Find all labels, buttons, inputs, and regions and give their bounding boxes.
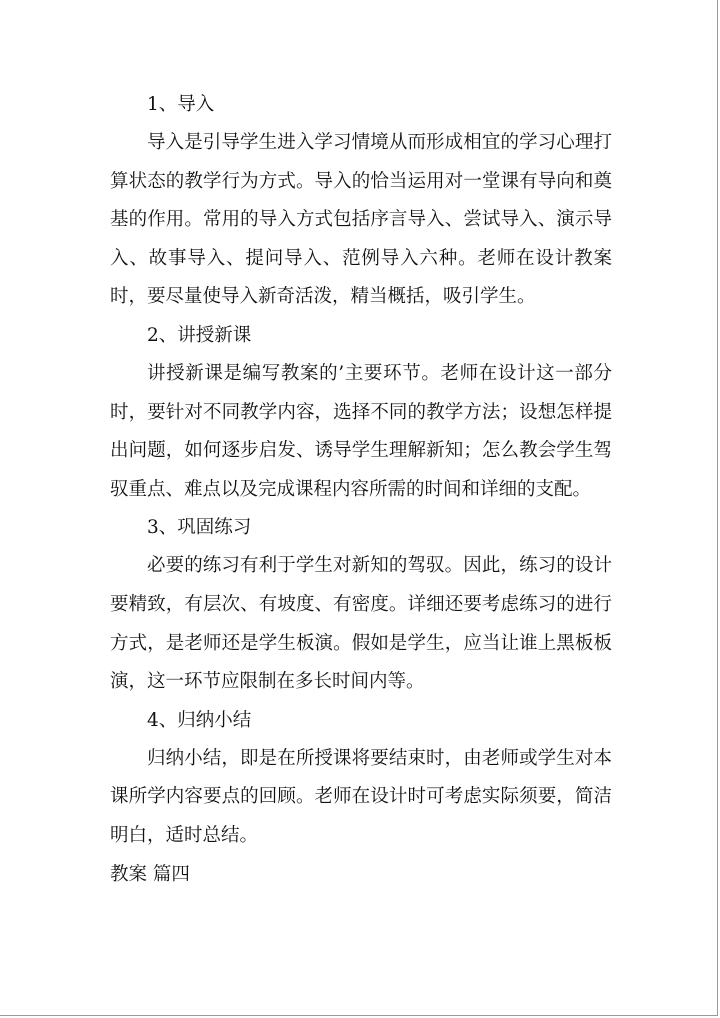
section-heading: 1、导入 [147, 94, 215, 115]
section-paragraph: 讲授新课是编写教案的’主要环节。老师在设计这一部分时，要针对不同教学内容，选择不同的教学方法；设想怎样提出问题，如何逐步启发、诱导学生理解新知；怎么教会学生驾驭重点、难点以及完成课程内容所需的时间和详细的支配。 [110, 362, 612, 500]
section-summary [110, 702, 612, 856]
section-heading: 2、讲授新课 [147, 324, 252, 346]
section-paragraph: 必要的练习有利于学生对新知的驾驭。因此，练习的设计要精致，有层次、有坡度、有密度。详细还要考虑练习的进行方式，是老师还是学生板演。假如是学生，应当让谁上黑板板演，这一环节应限制在多长时间内等。 [110, 555, 612, 693]
next-section-title: 教案 篇四 [110, 863, 190, 885]
section-heading: 4、归纳小结 [147, 709, 252, 731]
section-new-lesson [110, 317, 612, 509]
section-heading: 3、巩固练习 [147, 517, 252, 539]
section-paragraph: 归纳小结，即是在所授课将要结束时，由老师或学生对本课所学内容要点的回顾。老师在设计时可考虑实际须要，简洁明白，适时总结。 [110, 747, 612, 846]
section-paragraph: 导入是引导学生进入学习情境从而形成相宜的学习心理打算状态的教学行为方式。导入的恰当运用对一堂课有导向和奠基的作用。常用的导入方式包括序言导入、尝试导入、演示导入、故事导入、提问导入、范例导入六种。老师在设计教案时，要尽量使导入新奇活泼，精当概括，吸引学生。 [110, 132, 612, 308]
section-practice [110, 509, 612, 701]
document-body [110, 86, 612, 894]
section-intro [110, 86, 612, 317]
